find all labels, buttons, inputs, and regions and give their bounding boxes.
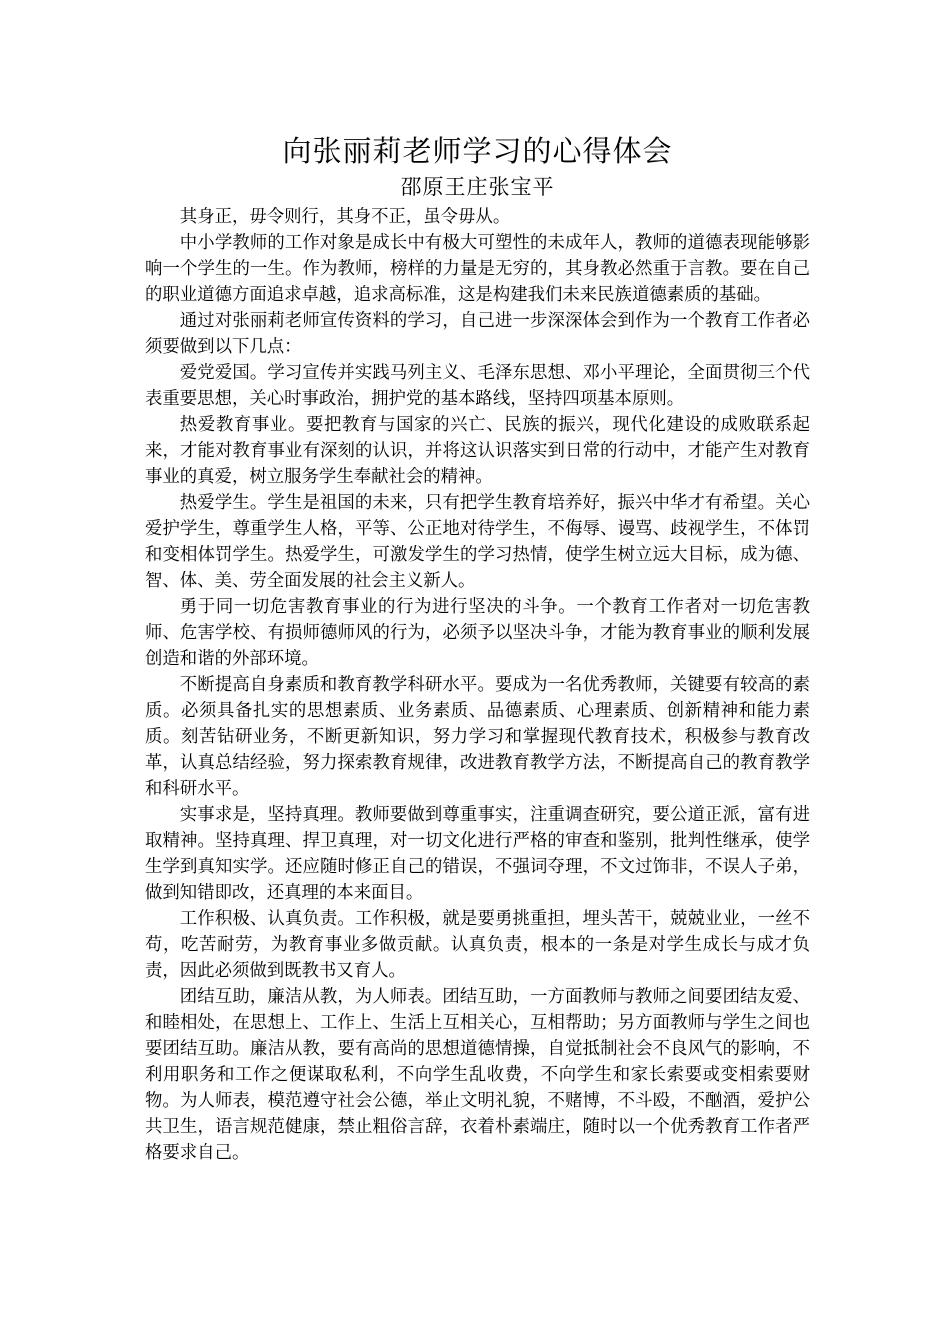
document-title: 向张丽莉老师学习的心得体会 bbox=[282, 134, 673, 168]
paragraph-3: 通过对张丽莉老师宣传资料的学习，自己进一步深深体会到作为一个教育工作者必须要做到以下几点： bbox=[145, 311, 810, 357]
paragraph-9: 实事求是，坚持真理。教师要做到尊重事实，注重调查研究，要公道正派，富有进取精神。坚持真理、捍卫真理，对一切文化进行严格的审查和鉴别，批判性继承，使学生学到真知实学。还应随时修正自己的错误，不强词夺理，不文过饰非，不误人子弟，做到知错即改，还真理的本来面目。 bbox=[145, 805, 810, 903]
paragraph-8: 不断提高自身素质和教育教学科研水平。要成为一名优秀教师，关键要有较高的素质。必须具备扎实的思想素质、业务素质、品德素质、心理素质、创新精神和能力素质。刻苦钻研业务，不断更新知识，努力学习和掌握现代教育技术，积极参与教育改革，认真总结经验，努力探索教育规律，改进教育教学方法，不断提高自己的教育教学和科研水平。 bbox=[145, 675, 810, 799]
document-body bbox=[145, 204, 810, 1166]
paragraph-4: 爱党爱国。学习宣传并实践马列主义、毛泽东思想、邓小平理论，全面贯彻三个代表重要思想，关心时事政治，拥护党的基本路线，坚持四项基本原则。 bbox=[145, 363, 810, 409]
paragraph-6: 热爱学生。学生是祖国的未来，只有把学生教育培养好，振兴中华才有希望。关心爱护学生，尊重学生人格，平等、公正地对待学生，不侮辱、谩骂、歧视学生，不体罚和变相体罚学生。热爱学生，可激发学生的学习热情，使学生树立远大目标，成为德、智、体、美、劳全面发展的社会主义新人。 bbox=[145, 493, 810, 591]
document-author: 邵原王庄张宝平 bbox=[400, 175, 555, 199]
paragraph-2: 中小学教师的工作对象是成长中有极大可塑性的未成年人，教师的道德表现能够影响一个学生的一生。作为教师，榜样的力量是无穷的，其身教必然重于言教。要在自己的职业道德方面追求卓越，追求高标准，这是构建我们未来民族道德素质的基础。 bbox=[145, 233, 810, 305]
paragraph-5: 热爱教育事业。要把教育与国家的兴亡、民族的振兴，现代化建设的成败联系起来，才能对教育事业有深刻的认识，并将这认识落实到日常的行动中，才能产生对教育事业的真爱，树立服务学生奉献社会的精神。 bbox=[145, 415, 810, 487]
paragraph-7: 勇于同一切危害教育事业的行为进行坚决的斗争。一个教育工作者对一切危害教师、危害学校、有损师德师风的行为，必须予以坚决斗争，才能为教育事业的顺利发展创造和谐的外部环境。 bbox=[145, 597, 810, 669]
document-content bbox=[145, 130, 810, 1166]
paragraph-11: 团结互助，廉洁从教，为人师表。团结互助，一方面教师与教师之间要团结友爱、和睦相处，在思想上、工作上、生活上互相关心，互相帮助；另方面教师与学生之间也要团结互助。廉洁从教，要有高尚的思想道德情操，自觉抵制社会不良风气的影响，不利用职务和工作之便谋取私利，不向学生乱收费，不向学生和家长索要或变相索要财物。为人师表，模范遵守社会公德，举止文明礼貌，不赌博，不斗殴，不酗酒，爱护公共卫生，语言规范健康，禁止粗俗言辞，衣着朴素端庄，随时以一个优秀教育工作者严格要求自己。 bbox=[145, 987, 810, 1163]
paragraph-10: 工作积极、认真负责。工作积极，就是要勇挑重担，埋头苦干，兢兢业业，一丝不苟，吃苦耐劳，为教育事业多做贡献。认真负责，根本的一条是对学生成长与成才负责，因此必须做到既教书又育人。 bbox=[145, 909, 810, 981]
paragraph-1: 其身正，毋令则行，其身不正，虽令毋从。 bbox=[179, 207, 511, 227]
